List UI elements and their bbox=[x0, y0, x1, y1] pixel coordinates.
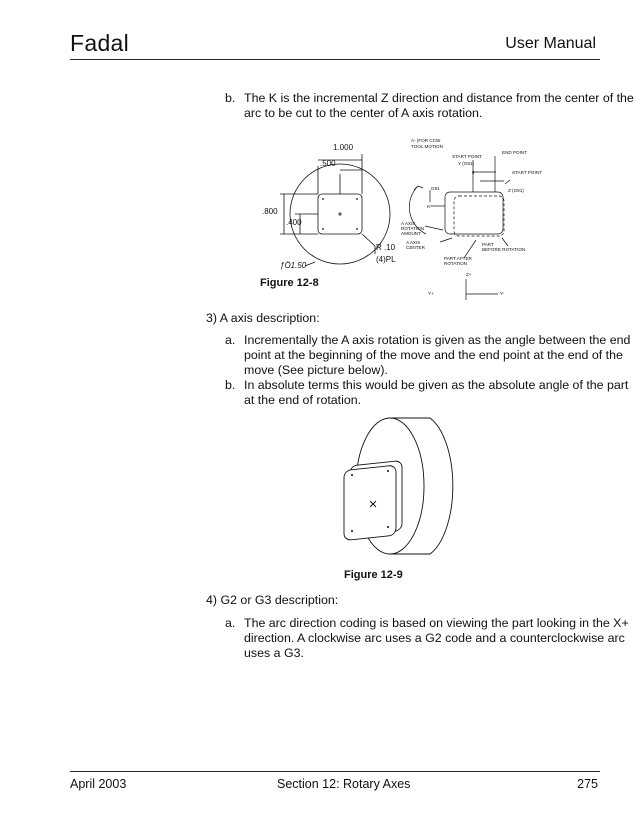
label-g91: G91 bbox=[431, 186, 440, 191]
section-4-a-line-1: The arc direction coding is based on viewing the part looking in the X+ bbox=[244, 616, 629, 630]
label-part-after-2: ROTATION bbox=[444, 261, 468, 266]
dim-400: .400 bbox=[286, 218, 302, 227]
label-k: K bbox=[427, 204, 431, 209]
dim-radius-qty: (4)PL bbox=[376, 255, 396, 264]
section-4-heading: 4) G2 or G3 description: bbox=[206, 593, 339, 607]
part-after-rect bbox=[454, 196, 504, 236]
label-a-ccw: A- (FOR CCW bbox=[411, 138, 441, 143]
header-rule bbox=[70, 59, 600, 60]
label-j: J bbox=[472, 170, 475, 175]
label-part-before-2: BEFORE ROTATION bbox=[482, 247, 526, 252]
label-part-before-1: PART bbox=[482, 242, 494, 247]
section-4-a-line-3: uses a G3. bbox=[244, 646, 304, 660]
item-b-marker: b. bbox=[225, 91, 236, 105]
dim-800: .800 bbox=[262, 207, 278, 216]
label-y-g91: Y (G91) bbox=[458, 161, 474, 166]
label-start-point-right: START POINT bbox=[512, 170, 542, 175]
figure-12-9 bbox=[330, 410, 480, 560]
dim-radius: R .10 bbox=[376, 243, 396, 252]
section-3-a-line-3: move (See picture below). bbox=[244, 363, 388, 377]
dim-diameter: ƒÖ1.50 bbox=[280, 261, 307, 270]
section-4-a-marker: a. bbox=[225, 616, 236, 630]
label-a-axis-rot-1: A AXIS bbox=[401, 221, 416, 226]
label-y-minus: Y- bbox=[500, 291, 505, 296]
item-b-line-2: arc to be cut to the center of A axis rotation. bbox=[244, 106, 483, 120]
section-3-b-line-2: at the end of rotation. bbox=[244, 393, 362, 407]
section-4-a-line-2: direction. A clockwise arc uses a G2 code and a counterclockwise arc bbox=[244, 631, 625, 645]
label-a-axis-rot-2: ROTATION bbox=[401, 226, 425, 231]
section-3-a-line-2: point at the beginning of the move and the end point at the end of the bbox=[244, 348, 623, 362]
label-a-axis-rot-3: AMOUNT bbox=[401, 231, 421, 236]
figure-12-9-caption: Figure 12-9 bbox=[344, 569, 403, 581]
footer-page-number: 275 bbox=[577, 777, 598, 791]
dim-500: .500 bbox=[320, 159, 336, 168]
label-tool-motion: TOOL MOTION bbox=[411, 144, 443, 149]
section-3-a-line-1: Incrementally the A axis rotation is given as the angle between the end bbox=[244, 333, 631, 347]
label-y-plus: Y+ bbox=[428, 291, 434, 296]
label-start-point-top: START POINT bbox=[452, 154, 482, 159]
label-end-point: END POINT bbox=[502, 150, 528, 155]
section-3-b-line-1: In absolute terms this would be given as the absolute angle of the part bbox=[244, 378, 629, 392]
footer-section: Section 12: Rotary Axes bbox=[277, 777, 411, 791]
footer-rule bbox=[70, 771, 600, 772]
section-3-a-marker: a. bbox=[225, 333, 236, 347]
section-3-b-marker: b. bbox=[225, 378, 236, 392]
label-z-g91: Z (G91) bbox=[508, 188, 524, 193]
section-3-heading: 3) A axis description: bbox=[206, 311, 320, 325]
label-z-plus: Z+ bbox=[466, 272, 472, 277]
footer-date: April 2003 bbox=[70, 777, 127, 791]
dim-1000: 1.000 bbox=[333, 143, 354, 152]
figure-12-8-caption: Figure 12-8 bbox=[260, 277, 319, 289]
item-b-line-1: The K is the incremental Z direction and distance from the center of the bbox=[244, 91, 634, 105]
label-part-after-1: PART AFTER bbox=[444, 256, 472, 261]
manual-title: User Manual bbox=[505, 35, 596, 52]
part-block-front bbox=[344, 465, 396, 540]
label-a-axis-center-1: A AXIS bbox=[406, 240, 421, 245]
label-a-axis-center-2: CENTER bbox=[406, 245, 425, 250]
brand-name: Fadal bbox=[70, 30, 130, 56]
